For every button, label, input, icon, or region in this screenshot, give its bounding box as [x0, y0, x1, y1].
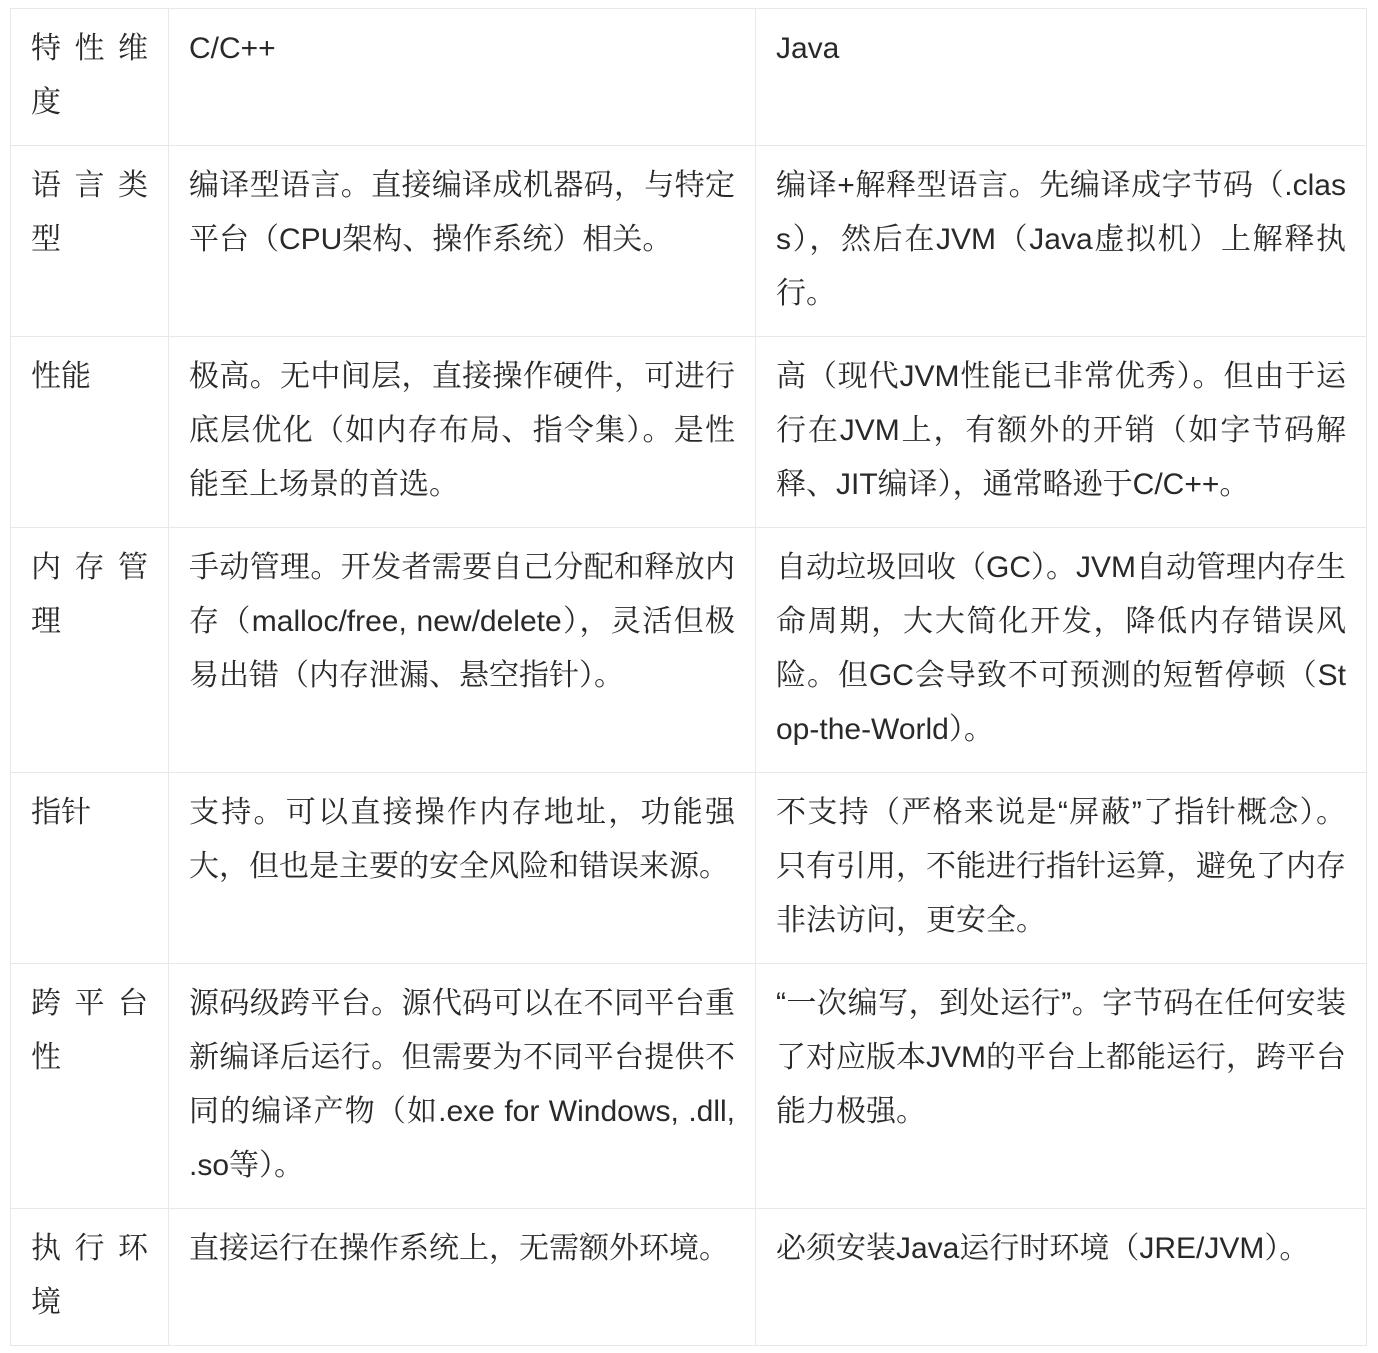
header-cell-java: Java: [756, 9, 1367, 146]
cell-memory-management-c-cpp: 手动管理。开发者需要自己分配和释放内存（malloc/free, new/delete），灵活但极易出错（内存泄漏、悬空指针）。: [169, 528, 756, 773]
table-row-performance: [11, 337, 1367, 528]
cell-pointers-java: 不支持（严格来说是“屏蔽”了指针概念）。只有引用，不能进行指针运算，避免了内存非法访问，更安全。: [756, 773, 1367, 964]
cell-execution-environment-dimension: 执行环境: [11, 1209, 169, 1346]
cell-performance-dimension: 性能: [11, 337, 169, 528]
header-cell-c-cpp: C/C++: [169, 9, 756, 146]
cell-performance-java: 高（现代JVM性能已非常优秀）。但由于运行在JVM上，有额外的开销（如字节码解释、JIT编译），通常略逊于C/C++。: [756, 337, 1367, 528]
cell-language-type-c-cpp: 编译型语言。直接编译成机器码，与特定平台（CPU架构、操作系统）相关。: [169, 146, 756, 337]
table-row-cross-platform: [11, 964, 1367, 1209]
cell-memory-management-dimension: 内存管理: [11, 528, 169, 773]
cell-memory-management-java: 自动垃圾回收（GC）。JVM自动管理内存生命周期，大大简化开发，降低内存错误风险。但GC会导致不可预测的短暂停顿（Stop-the-World）。: [756, 528, 1367, 773]
table-row-pointers: [11, 773, 1367, 964]
comparison-table: [10, 8, 1367, 1346]
table-header-row: [11, 9, 1367, 146]
table-row-memory-management: [11, 528, 1367, 773]
cell-language-type-dimension: 语言类型: [11, 146, 169, 337]
cell-language-type-java: 编译+解释型语言。先编译成字节码（.class），然后在JVM（Java虚拟机）上解释执行。: [756, 146, 1367, 337]
cell-execution-environment-java: 必须安装Java运行时环境（JRE/JVM）。: [756, 1209, 1367, 1346]
header-cell-dimension: 特性维度: [11, 9, 169, 146]
cell-cross-platform-java: “一次编写，到处运行”。字节码在任何安装了对应版本JVM的平台上都能运行，跨平台能力极强。: [756, 964, 1367, 1209]
cell-pointers-c-cpp: 支持。可以直接操作内存地址，功能强大，但也是主要的安全风险和错误来源。: [169, 773, 756, 964]
table-row-execution-environment: [11, 1209, 1367, 1346]
table-row-language-type: [11, 146, 1367, 337]
cell-pointers-dimension: 指针: [11, 773, 169, 964]
cell-execution-environment-c-cpp: 直接运行在操作系统上，无需额外环境。: [169, 1209, 756, 1346]
cell-cross-platform-c-cpp: 源码级跨平台。源代码可以在不同平台重新编译后运行。但需要为不同平台提供不同的编译产物（如.exe for Windows, .dll, .so等）。: [169, 964, 756, 1209]
cell-performance-c-cpp: 极高。无中间层，直接操作硬件，可进行底层优化（如内存布局、指令集）。是性能至上场景的首选。: [169, 337, 756, 528]
cell-cross-platform-dimension: 跨平台性: [11, 964, 169, 1209]
